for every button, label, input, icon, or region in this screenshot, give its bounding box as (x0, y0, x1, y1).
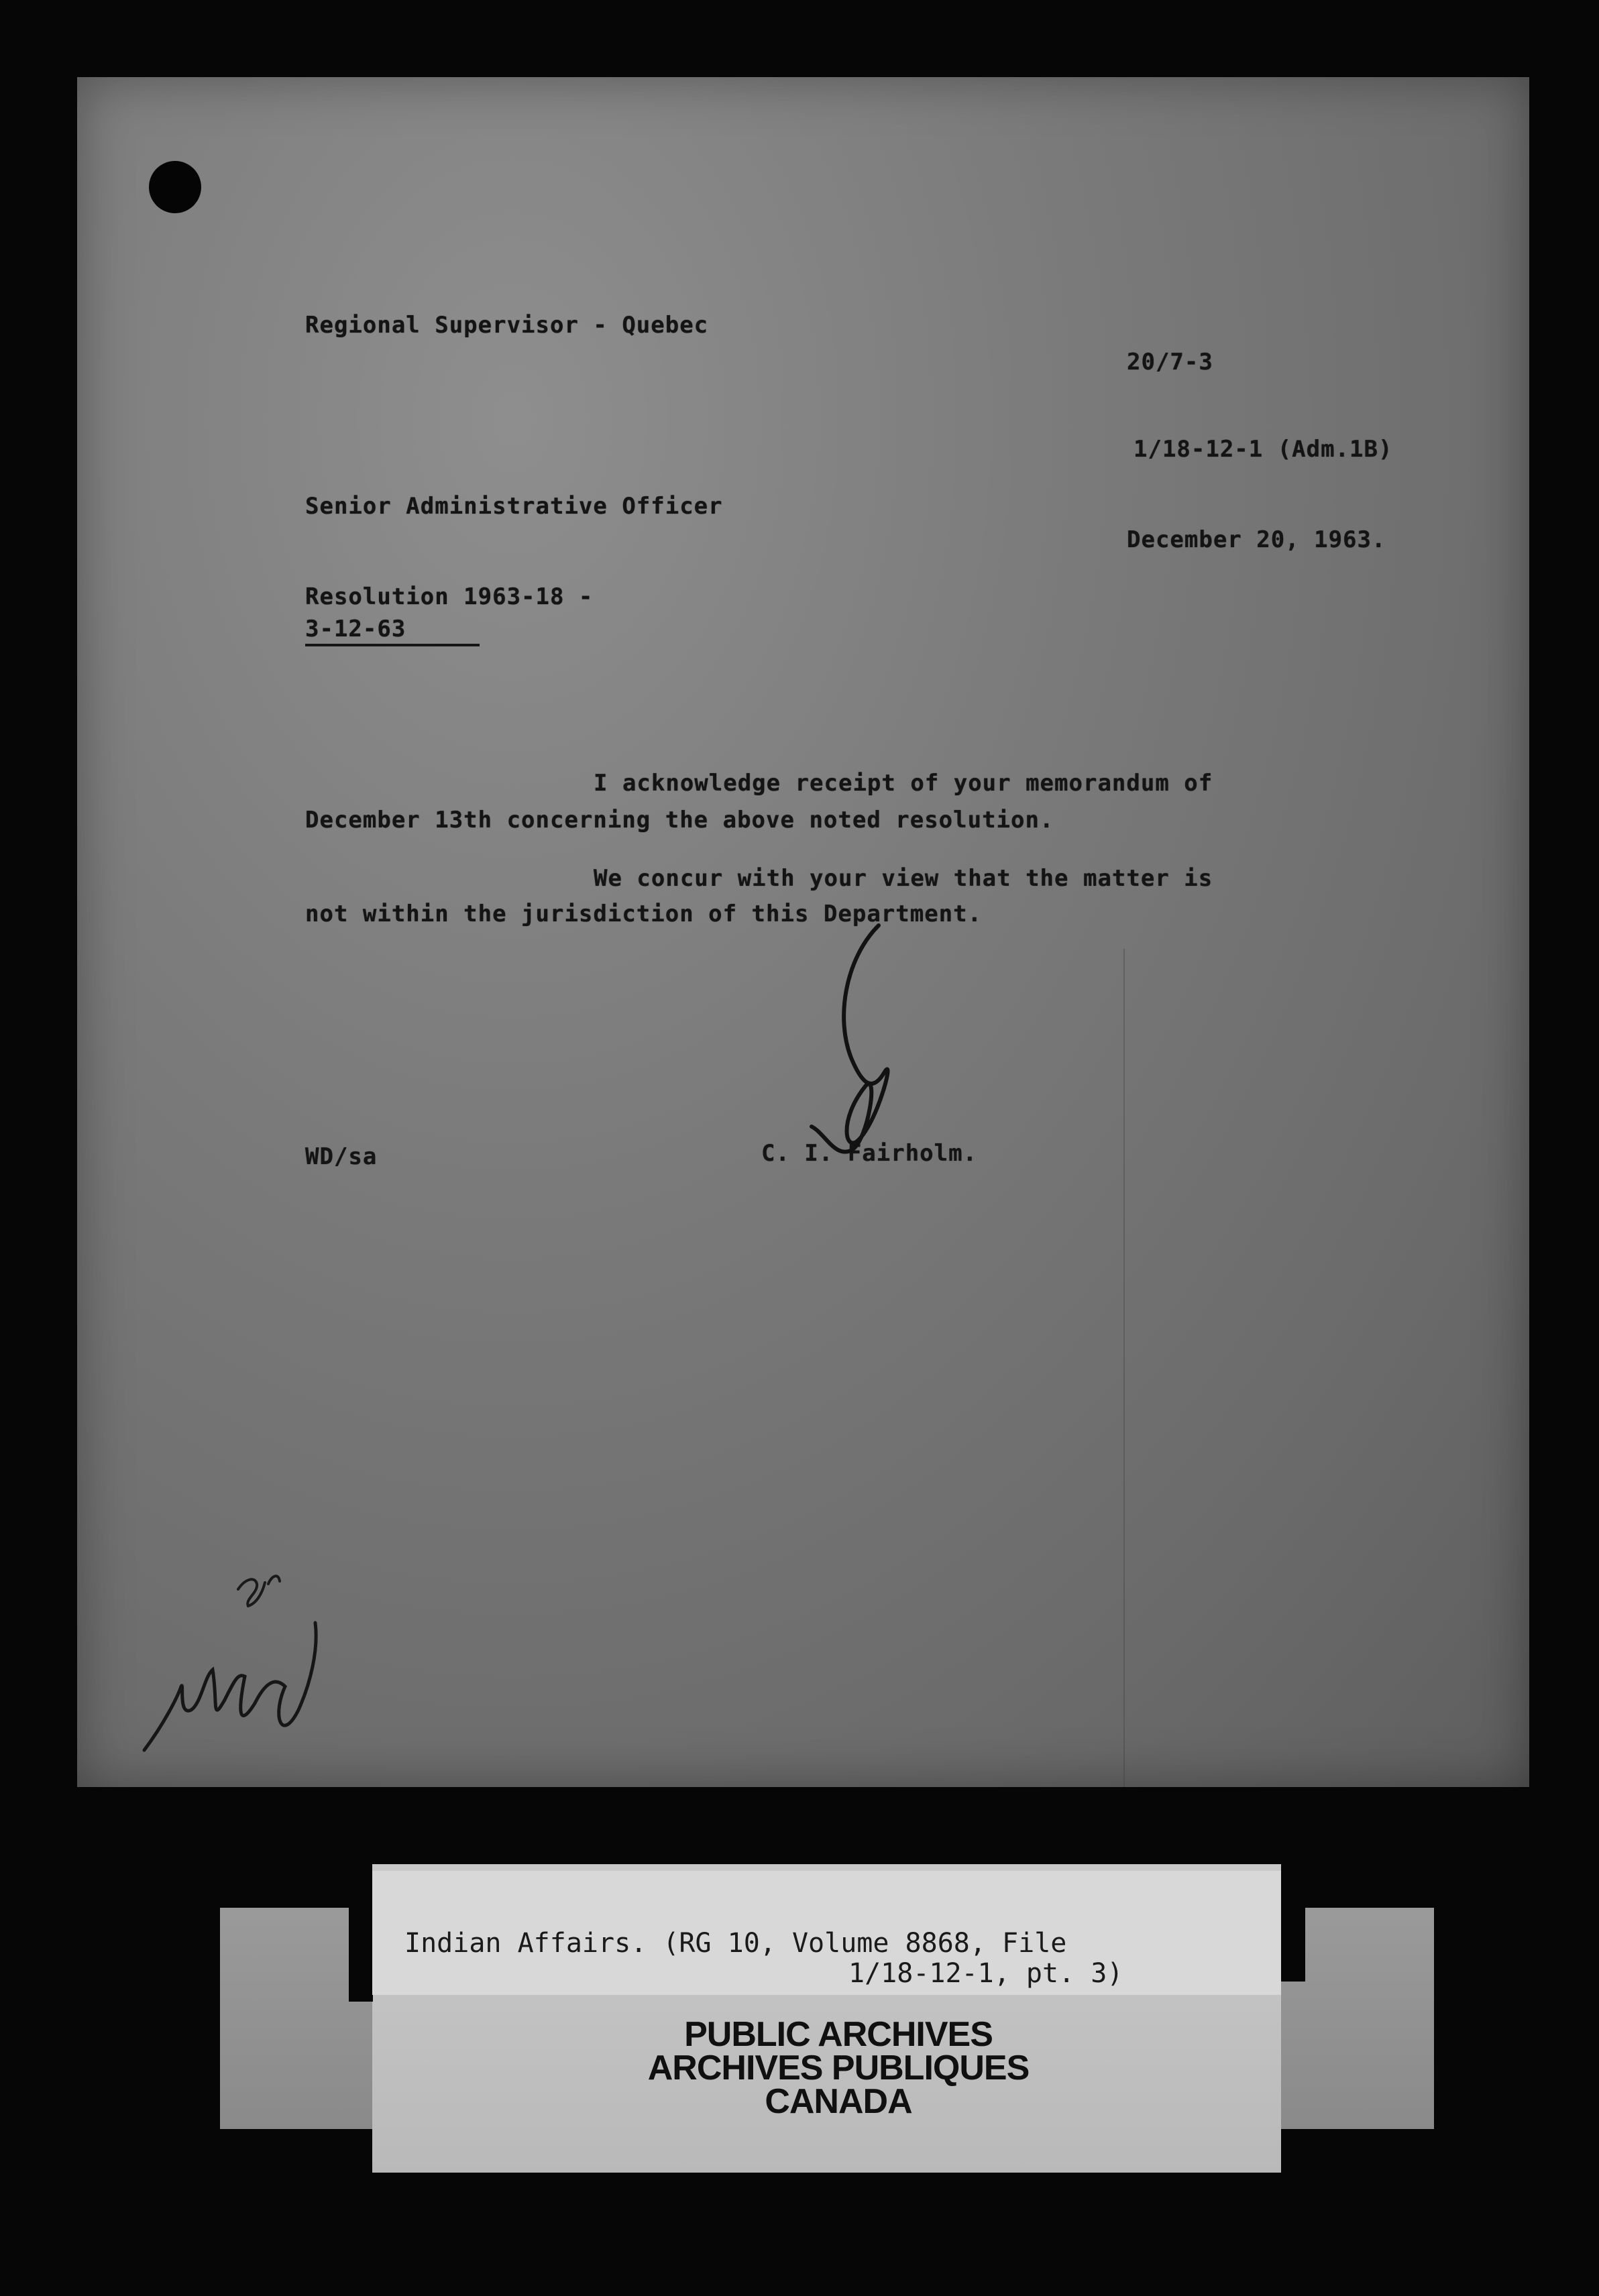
label-notch-right (1281, 1908, 1305, 1982)
memo-recipient: Regional Supervisor - Quebec (305, 312, 709, 339)
body-paragraph-1-line-1: I acknowledge receipt of your memorandum of (594, 770, 1213, 797)
body-paragraph-2-line-1: We concur with your view that the matter is (594, 865, 1213, 892)
signatory-name: C. I. Fairholm. (761, 1140, 978, 1167)
file-reference-2: 1/18-12-1 (Adm.1B) (1134, 436, 1393, 463)
paper-fold-line (1123, 949, 1125, 1787)
typist-initials: WD/sa (305, 1143, 378, 1170)
archive-reference-line-1: Indian Affairs. (RG 10, Volume 8868, File (404, 1928, 1067, 1959)
body-paragraph-2-line-2: not within the jurisdiction of this Department. (305, 901, 983, 927)
archive-stamp-line-3: CANADA (765, 2082, 912, 2121)
label-notch-left (349, 1908, 373, 2002)
subject-line-1: Resolution 1963-18 - (305, 583, 594, 610)
memo-sender: Senior Administrative Officer (305, 493, 723, 520)
archive-stamp-line-2: ARCHIVES PUBLIQUES (647, 2049, 1030, 2087)
handwritten-margin-note (137, 1542, 406, 1770)
body-paragraph-1-line-2: December 13th concerning the above noted resolution. (305, 807, 1054, 834)
subject-line-2: 3-12-63 (305, 616, 480, 646)
file-reference-1: 20/7-3 (1127, 349, 1213, 376)
handwritten-signature (771, 919, 919, 1173)
memo-date: December 20, 1963. (1127, 526, 1386, 553)
punch-hole (149, 161, 201, 213)
archive-stamp-line-1: PUBLIC ARCHIVES (684, 2015, 993, 2054)
archive-reference-line-2: 1/18-12-1, pt. 3) (848, 1958, 1123, 1989)
